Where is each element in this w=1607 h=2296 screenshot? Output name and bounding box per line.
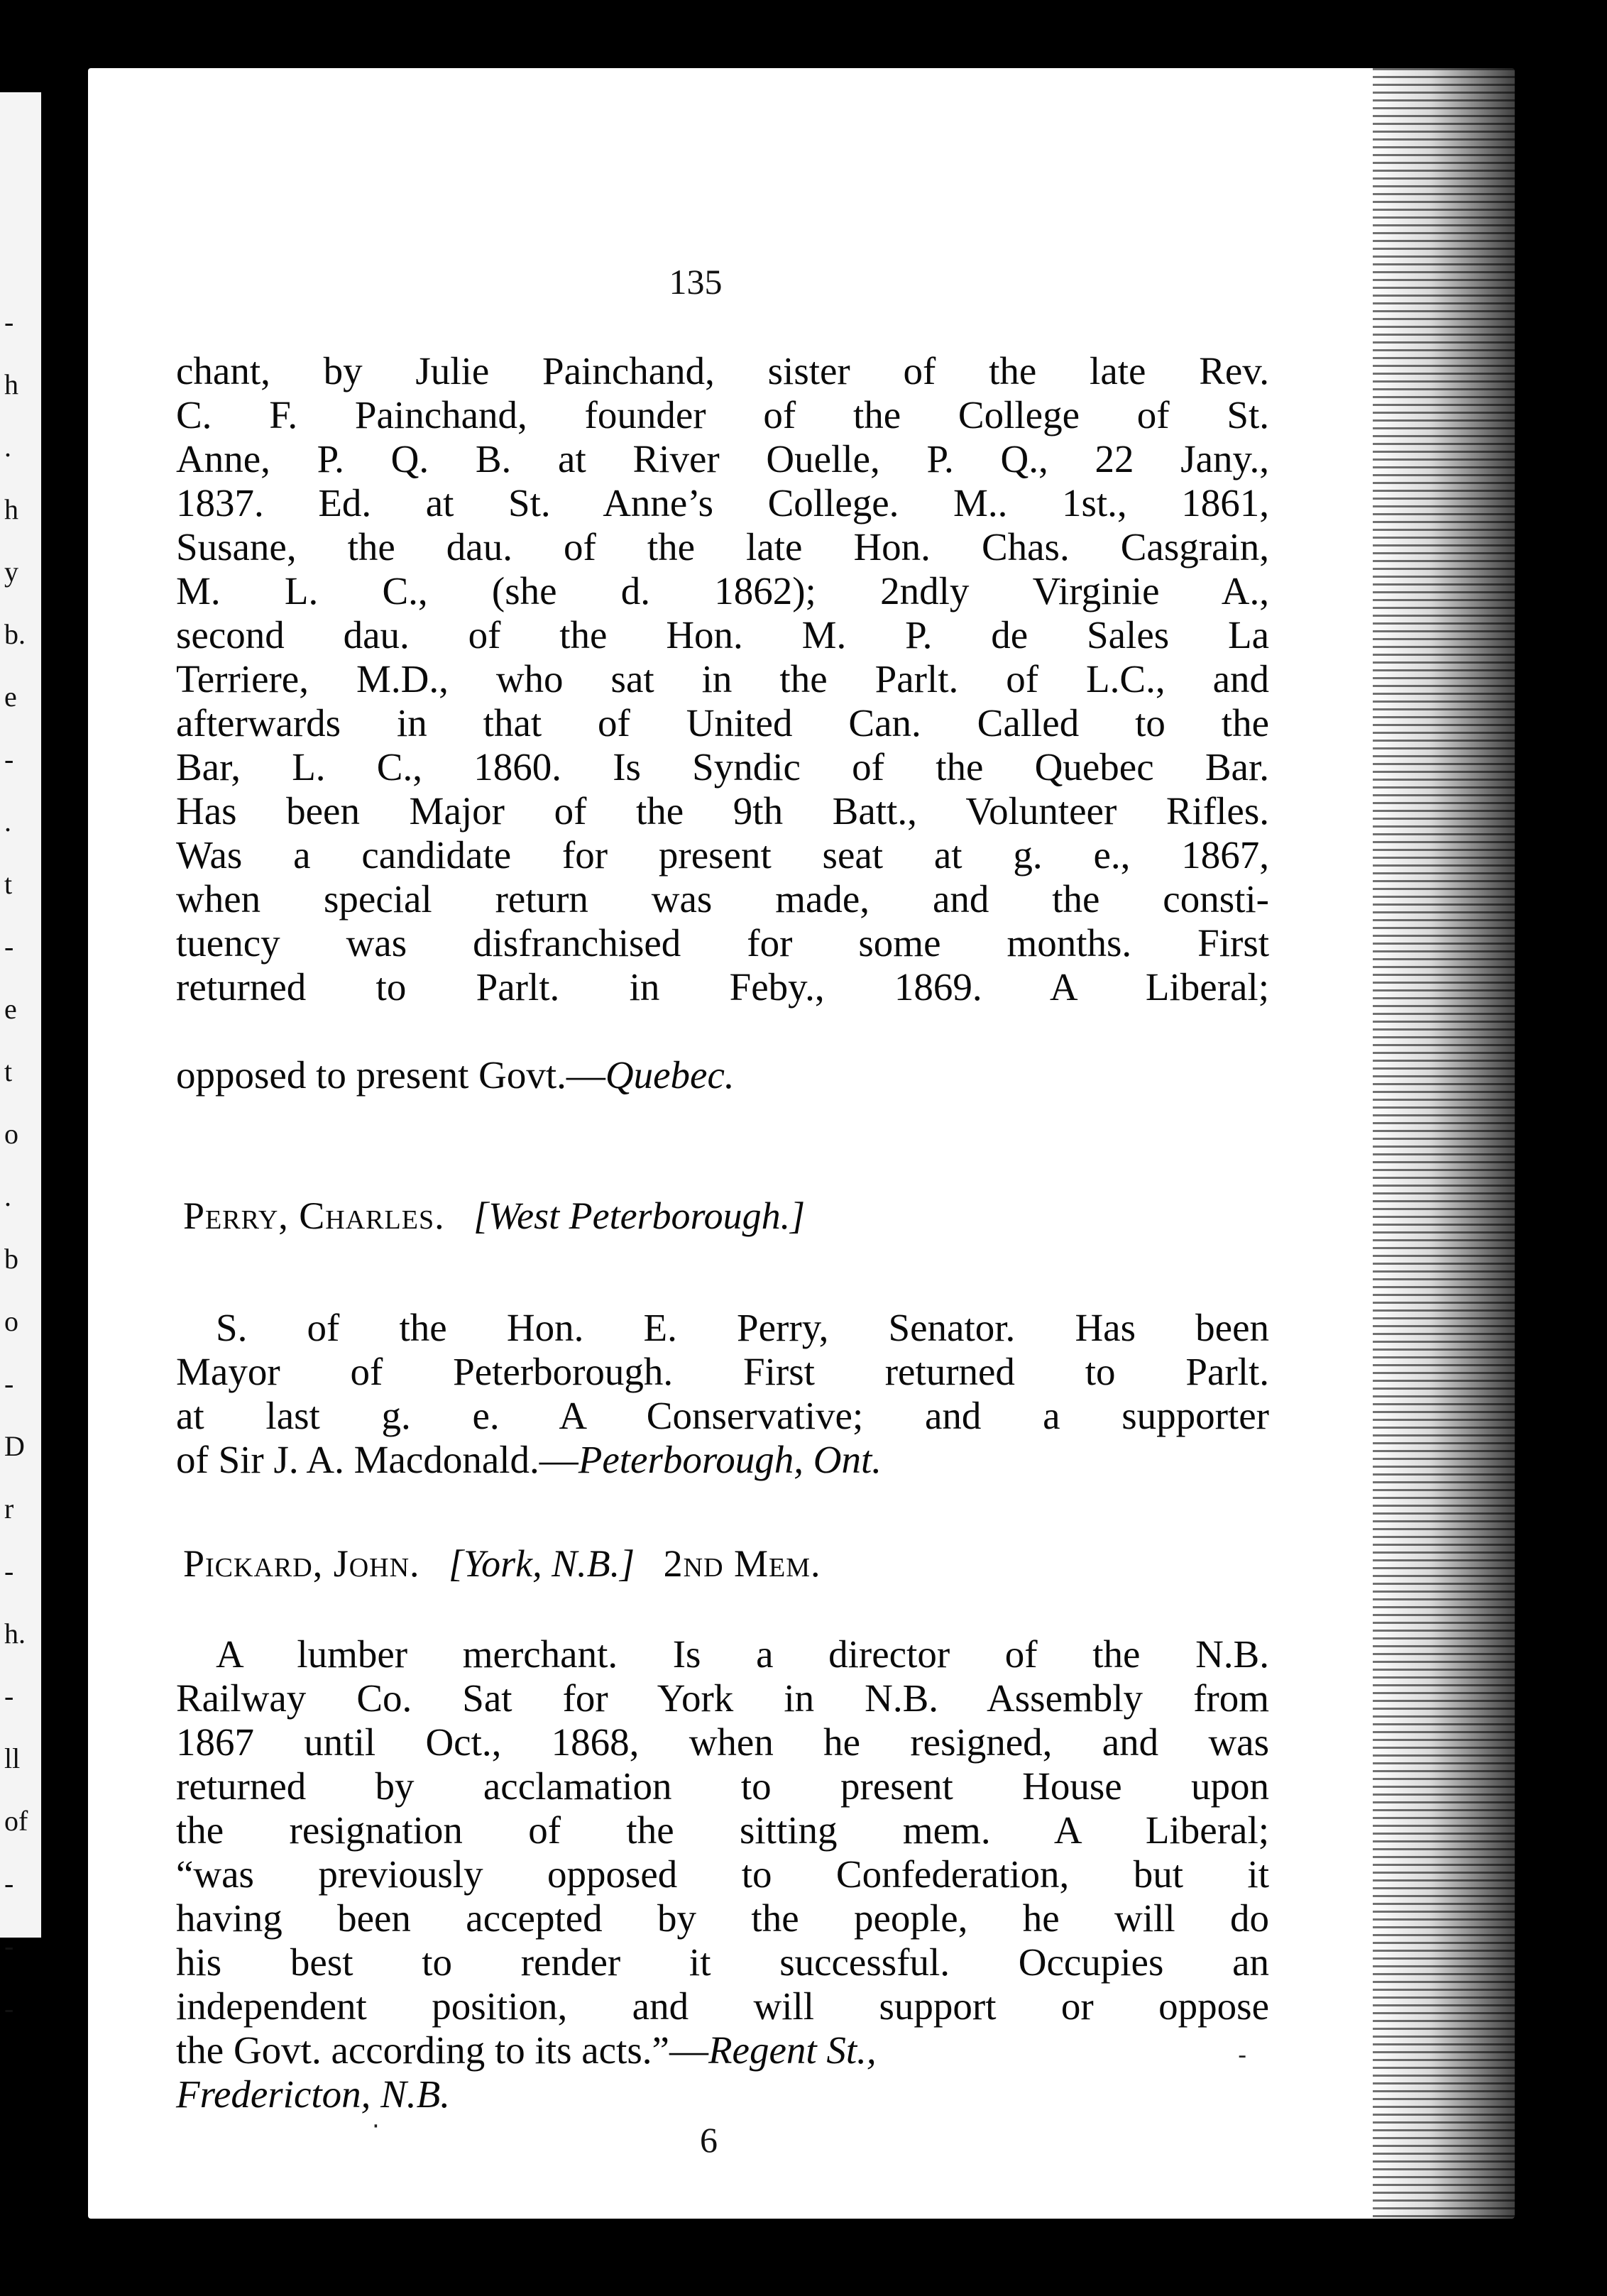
text-line: second dau. of the Hon. M. P. de Sales La [176, 613, 1269, 657]
text-line: Susane, the dau. of the late Hon. Chas. Casgrain, [176, 525, 1269, 568]
text-line: when special return was made, and the consti- [176, 877, 1269, 921]
book-page [88, 68, 1515, 2219]
entry-heading-pickard [183, 1542, 821, 1586]
margin-fragment: - [4, 930, 14, 962]
margin-fragment: - [4, 1555, 14, 1587]
ink-speck: - [1238, 2041, 1247, 2070]
margin-fragment: - [4, 1867, 14, 1899]
margin-fragment: b. [4, 618, 26, 650]
signature-mark: 6 [700, 2120, 718, 2160]
entry-name: Perry, Charles. [183, 1194, 445, 1237]
margin-fragment: . [4, 431, 11, 463]
text-line: M. L. C., (she d. 1862); 2ndly Virginie A., [176, 569, 1269, 613]
text-line: returned to Parlt. in Feby., 1869. A Liberal; [176, 965, 1269, 1009]
margin-fragment: D [4, 1430, 25, 1462]
text-line: having been accepted by the people, he will do [176, 1896, 1269, 1940]
text-line: Fredericton, N.B. [176, 2072, 450, 2116]
text-line: his best to render it successful. Occupies an [176, 1940, 1269, 1984]
margin-fragment: e [4, 681, 17, 713]
margin-fragment: ll [4, 1742, 21, 1774]
margin-fragment: o [4, 1305, 18, 1337]
entry-constituency: [York, N.B.] [449, 1542, 635, 1585]
margin-fragment: e [4, 993, 17, 1025]
text-line: opposed to present Govt.—Quebec. [176, 1053, 735, 1097]
text-line: tuency was disfranchised for some months. First [176, 921, 1269, 965]
text-line: independent position, and will support or oppose [176, 1984, 1269, 2028]
text-line: of Sir J. A. Macdonald.—Peterborough, Ont. [176, 1438, 882, 1481]
margin-fragment: - [4, 306, 14, 338]
page-gutter-shadow [1373, 68, 1515, 2219]
text-line: Terriere, M.D., who sat in the Parlt. of L.C., and [176, 657, 1269, 701]
margin-fragment: r [4, 1493, 14, 1525]
text-line: 1837. Ed. at St. Anne’s College. M.. 1st., 1861, [176, 481, 1269, 524]
text-line: Was a candidate for present seat at g. e., 1867, [176, 833, 1269, 877]
entry-heading-perry [183, 1194, 805, 1238]
facing-page-edge [0, 92, 41, 2024]
text-line: S. of the Hon. E. Perry, Senator. Has been [216, 1306, 1269, 1349]
margin-fragment: - [4, 1992, 14, 2024]
entry-constituency: [West Peterborough.] [473, 1194, 806, 1237]
text-line: Anne, P. Q. B. at River Ouelle, P. Q., 22 Jany., [176, 437, 1269, 480]
text-line: “was previously opposed to Confederation, but it [176, 1852, 1269, 1896]
margin-fragment: of [4, 1805, 28, 1837]
text-line: 1867 until Oct., 1868, when he resigned, and was [176, 1720, 1269, 1764]
entry-name: Pickard, John. [183, 1542, 420, 1585]
text-line: Bar, L. C., 1860. Is Syndic of the Quebec Bar. [176, 745, 1269, 789]
text-line: at last g. e. A Conservative; and a supporter [176, 1394, 1269, 1437]
margin-fragment: y [4, 556, 18, 588]
margin-fragment: o [4, 1118, 18, 1150]
text-line: returned by acclamation to present House upon [176, 1764, 1269, 1808]
margin-fragment: t [4, 868, 13, 900]
margin-fragment: h [4, 368, 18, 400]
margin-fragment: - [4, 1368, 14, 1400]
margin-fragment: h. [4, 1617, 26, 1649]
margin-fragment: . [4, 806, 11, 837]
margin-fragment: - [4, 1680, 14, 1712]
ink-speck: · [372, 2112, 380, 2141]
text-line: C. F. Painchand, founder of the College of St. [176, 393, 1269, 436]
margin-fragment: - [4, 1930, 14, 1962]
text-line: the Govt. according to its acts.”—Regent St., [176, 2028, 877, 2072]
text-line: Has been Major of the 9th Batt., Volunteer Rifles. [176, 789, 1269, 833]
margin-fragment: - [4, 743, 14, 775]
margin-fragment: h [4, 493, 18, 525]
text-line: afterwards in that of United Can. Called to the [176, 701, 1269, 745]
margin-fragment: b [4, 1243, 18, 1275]
text-line: chant, by Julie Painchand, sister of the late Rev. [176, 349, 1269, 392]
entry-member: 2nd Mem. [663, 1542, 821, 1585]
margin-fragment: t [4, 1055, 13, 1087]
text-line: the resignation of the sitting mem. A Liberal; [176, 1808, 1269, 1852]
page-number: 135 [669, 262, 723, 302]
text-line: Railway Co. Sat for York in N.B. Assembly from [176, 1676, 1269, 1720]
margin-fragment: . [4, 1180, 11, 1212]
text-line: A lumber merchant. Is a director of the N.B. [216, 1632, 1269, 1676]
text-line: Mayor of Peterborough. First returned to Parlt. [176, 1350, 1269, 1393]
